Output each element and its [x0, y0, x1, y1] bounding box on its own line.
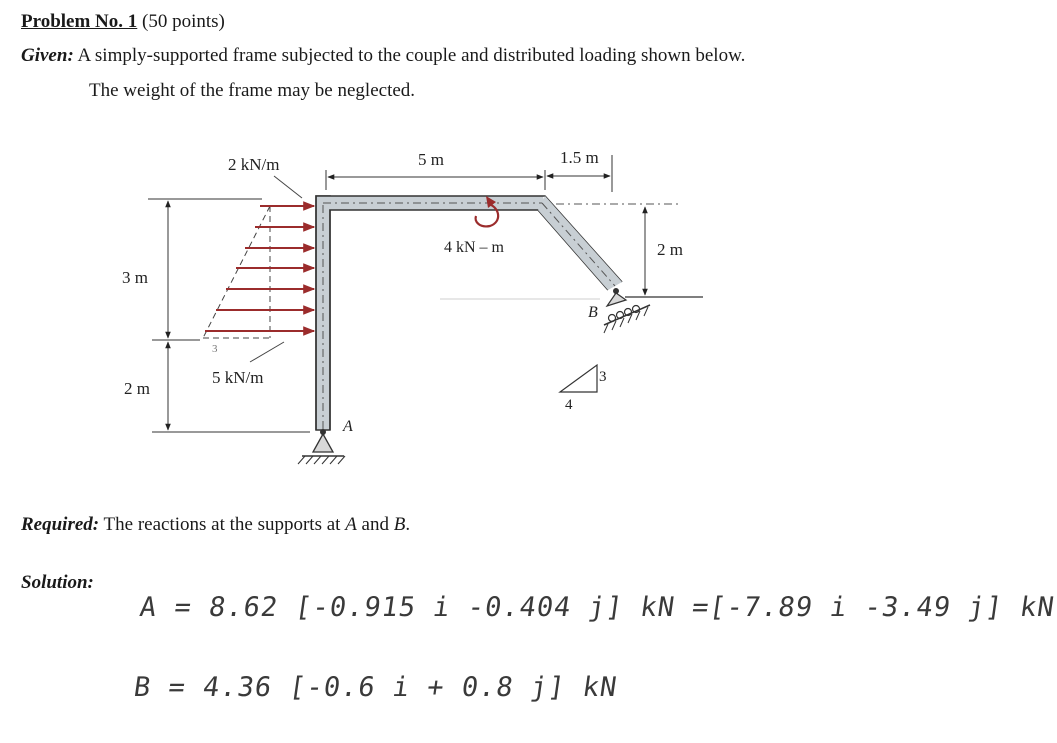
problem-number: Problem No. 1 — [21, 11, 138, 32]
dim-1-5m-label: 1.5 m — [560, 148, 599, 167]
problem-points: (50 points) — [142, 11, 225, 32]
required-end: . — [405, 514, 411, 535]
required-and: and — [356, 514, 394, 535]
slope-run-label: 4 — [565, 397, 573, 413]
solution-line-b: B = 4.36 [-0.6 i + 0.8 j] kN — [131, 672, 620, 703]
frame-body — [317, 186, 622, 430]
load-top-pointer — [274, 176, 302, 198]
couple-label: 4 kN – m — [444, 239, 504, 256]
required-label: Required — [21, 514, 93, 535]
slope-rise-label: 3 — [599, 369, 607, 385]
support-a-label: A — [343, 418, 353, 435]
support-b-label: B — [588, 304, 598, 321]
dim-2m-right-label: 2 m — [657, 240, 683, 259]
required-var-b: B — [393, 514, 406, 535]
slope-small-mark: 3 — [212, 343, 218, 355]
dim-3m-label: 3 m — [122, 268, 148, 287]
frame-member — [316, 188, 622, 430]
required-line: Required: The reactions at the supports at A and B. — [21, 514, 411, 535]
dim-5m-label: 5 m — [418, 150, 444, 169]
slope-triangle — [560, 365, 597, 392]
support-b-roller — [604, 288, 650, 333]
frame-incline — [538, 196, 622, 290]
given-label: Given — [21, 45, 68, 66]
given-text-2: The weight of the frame may be neglected. — [89, 80, 416, 101]
required-text: The reactions at the supports at — [103, 514, 346, 535]
solution-line-a: A = 8.62 [-0.915 i -0.404 j] kN =[-7.89 i -3.49 j] kN — [137, 592, 1057, 623]
given-text-1: A simply-supported frame subjected to the couple and distributed loading shown below. — [77, 45, 746, 66]
load-bottom-label: 5 kN/m — [212, 368, 264, 387]
dim-2m-left-label: 2 m — [124, 379, 150, 398]
load-top-label: 2 kN/m — [228, 155, 280, 174]
distributed-load — [203, 206, 314, 338]
support-a-pin — [298, 429, 345, 464]
load-bottom-pointer — [250, 342, 284, 362]
required-var-a: A — [345, 514, 357, 535]
given-line-1: Given: A simply-supported frame subjected to the couple and distributed loading shown below. — [21, 45, 746, 66]
solution-label: Solution: — [21, 572, 94, 593]
